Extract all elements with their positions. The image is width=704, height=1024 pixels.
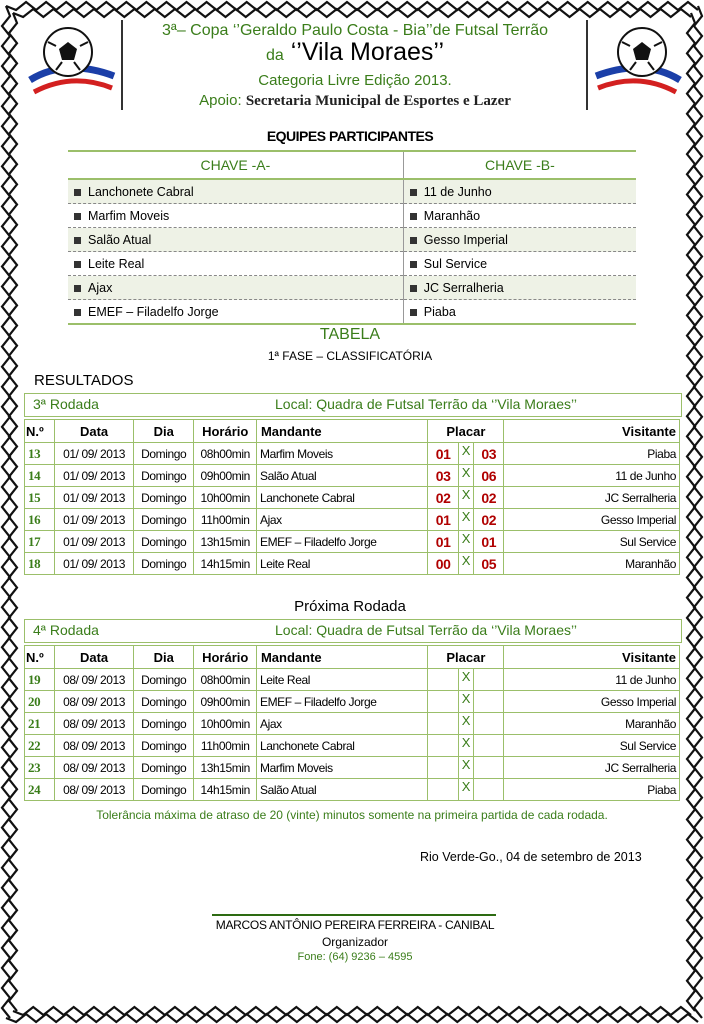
square-bullet-icon — [74, 213, 81, 220]
away-team: JC Serralheria — [504, 757, 680, 779]
team-row — [68, 179, 636, 204]
match-date: 08/ 09/ 2013 — [55, 779, 134, 801]
away-team: Piaba — [504, 443, 680, 465]
square-bullet-icon — [410, 285, 417, 292]
away-score: 02 — [474, 509, 504, 531]
match-time: 10h00min — [194, 713, 257, 735]
match-number: 22 — [25, 735, 55, 757]
versus-mark: X — [458, 443, 473, 465]
organizer-role: Organizador — [321, 935, 389, 949]
group-a-header: CHAVE -A- — [68, 151, 403, 179]
versus-mark: X — [458, 757, 473, 779]
square-bullet-icon — [410, 189, 417, 196]
match-row — [25, 509, 680, 531]
match-day: Domingo — [133, 779, 194, 801]
cup-location: da ‘’Vila Moraes’’ — [265, 38, 445, 66]
signature-line — [212, 914, 496, 916]
away-score — [474, 757, 504, 779]
home-team: Ajax — [256, 509, 427, 531]
away-team: 11 de Junho — [504, 669, 680, 691]
home-team: EMEF – Filadelfo Jorge — [256, 531, 427, 553]
teams-title: EQUIPES PARTICIPANTES — [266, 128, 434, 144]
match-time: 08h00min — [194, 669, 257, 691]
home-score: 00 — [428, 553, 458, 575]
match-date: 08/ 09/ 2013 — [55, 691, 134, 713]
team-name: JC Serralheria — [423, 280, 504, 295]
match-row — [25, 691, 680, 713]
cup-title: 3ª– Copa ‘’Geraldo Paulo Costa - Bia’’de Futsal Terrão — [162, 22, 548, 39]
match-row — [25, 553, 680, 575]
home-score: 02 — [428, 487, 458, 509]
team-name: Sul Service — [423, 256, 488, 271]
away-score: 02 — [474, 487, 504, 509]
versus-mark: X — [458, 669, 473, 691]
soccer-ball-logo-icon — [26, 18, 118, 106]
team-row — [68, 228, 636, 252]
team-row — [68, 252, 636, 276]
away-score — [474, 713, 504, 735]
match-number: 19 — [25, 669, 55, 691]
away-team: Gesso Imperial — [504, 509, 680, 531]
away-score — [474, 735, 504, 757]
match-time: 14h15min — [194, 779, 257, 801]
home-score — [428, 669, 458, 691]
versus-mark: X — [458, 465, 473, 487]
match-time: 10h00min — [194, 487, 257, 509]
match-day: Domingo — [133, 757, 194, 779]
away-score — [474, 669, 504, 691]
home-score: 01 — [428, 443, 458, 465]
team-name: Leite Real — [88, 256, 145, 271]
match-day: Domingo — [133, 691, 194, 713]
col-time: Horário — [194, 646, 257, 669]
away-team: JC Serralheria — [504, 487, 680, 509]
match-day: Domingo — [133, 531, 194, 553]
home-score: 01 — [428, 509, 458, 531]
organizer-phone: Fone: (64) 9236 – 4595 — [297, 951, 413, 963]
match-number: 21 — [25, 713, 55, 735]
match-time: 13h15min — [194, 757, 257, 779]
team-name: Lanchonete Cabral — [88, 184, 194, 199]
round4-table — [24, 645, 680, 801]
match-row — [25, 487, 680, 509]
match-day: Domingo — [133, 669, 194, 691]
cup-category: Categoria Livre Edição 2013. — [258, 72, 452, 89]
match-row — [25, 531, 680, 553]
phase-title: 1ª FASE – CLASSIFICATÓRIA — [267, 349, 433, 363]
home-team: EMEF – Filadelfo Jorge — [256, 691, 427, 713]
square-bullet-icon — [410, 309, 417, 316]
match-time: 08h00min — [194, 443, 257, 465]
team-cell — [68, 179, 403, 204]
match-number: 17 — [25, 531, 55, 553]
square-bullet-icon — [410, 261, 417, 268]
versus-mark: X — [458, 691, 473, 713]
team-name: EMEF – Filadelfo Jorge — [88, 304, 219, 319]
team-name: Marfim Moveis — [88, 208, 170, 223]
home-score — [428, 757, 458, 779]
col-away: Visitante — [504, 646, 680, 669]
team-cell — [68, 300, 403, 325]
team-cell — [68, 252, 403, 276]
away-score: 01 — [474, 531, 504, 553]
soccer-ball-logo-icon — [592, 18, 684, 106]
home-score — [428, 691, 458, 713]
square-bullet-icon — [410, 213, 417, 220]
team-cell — [68, 204, 403, 228]
away-team: Piaba — [504, 779, 680, 801]
team-name: Gesso Imperial — [423, 232, 508, 247]
col-day: Dia — [133, 420, 194, 443]
match-time: 09h00min — [194, 691, 257, 713]
match-date: 08/ 09/ 2013 — [55, 735, 134, 757]
match-date: 08/ 09/ 2013 — [55, 669, 134, 691]
square-bullet-icon — [410, 237, 417, 244]
col-num: N.º — [25, 420, 55, 443]
versus-mark: X — [458, 509, 473, 531]
team-name: Piaba — [423, 304, 456, 319]
team-name: 11 de Junho — [423, 184, 492, 199]
match-date: 08/ 09/ 2013 — [55, 713, 134, 735]
home-team: Salão Atual — [256, 465, 427, 487]
match-row — [25, 735, 680, 757]
team-cell — [68, 276, 403, 300]
col-score: Placar — [428, 646, 504, 669]
match-day: Domingo — [133, 509, 194, 531]
square-bullet-icon — [74, 237, 81, 244]
place-date: Rio Verde-Go., 04 de setembro de 2013 — [420, 850, 642, 864]
team-cell — [403, 228, 636, 252]
away-score — [474, 691, 504, 713]
team-name: Maranhão — [423, 208, 481, 223]
match-row — [25, 669, 680, 691]
match-row — [25, 779, 680, 801]
match-row — [25, 465, 680, 487]
match-date: 08/ 09/ 2013 — [55, 757, 134, 779]
match-number: 15 — [25, 487, 55, 509]
round3-header: 3ª Rodada Local: Quadra de Futsal Terrão da ‘’Vila Moraes’’ — [24, 393, 682, 417]
team-cell — [68, 228, 403, 252]
away-team: Sul Service — [504, 735, 680, 757]
col-date: Data — [55, 420, 134, 443]
organizer-name: MARCOS ANTÔNIO PEREIRA FERREIRA - CANIBAL — [215, 918, 495, 932]
match-time: 14h15min — [194, 553, 257, 575]
team-cell — [403, 300, 636, 325]
home-team: Leite Real — [256, 669, 427, 691]
match-time: 11h00min — [194, 735, 257, 757]
versus-mark: X — [458, 487, 473, 509]
home-team: Marfim Moveis — [256, 443, 427, 465]
home-score: 01 — [428, 531, 458, 553]
versus-mark: X — [458, 713, 473, 735]
tabela-title: TABELA — [319, 326, 381, 343]
col-day: Dia — [133, 646, 194, 669]
square-bullet-icon — [74, 189, 81, 196]
match-number: 14 — [25, 465, 55, 487]
home-score: 03 — [428, 465, 458, 487]
team-cell — [403, 252, 636, 276]
home-team: Marfim Moveis — [256, 757, 427, 779]
col-num: N.º — [25, 646, 55, 669]
square-bullet-icon — [74, 261, 81, 268]
next-round-title: Próxima Rodada — [294, 598, 406, 615]
match-time: 11h00min — [194, 509, 257, 531]
match-day: Domingo — [133, 735, 194, 757]
home-score — [428, 735, 458, 757]
match-day: Domingo — [133, 487, 194, 509]
match-row — [25, 757, 680, 779]
match-date: 01/ 09/ 2013 — [55, 465, 134, 487]
col-away: Visitante — [504, 420, 680, 443]
match-row — [25, 713, 680, 735]
match-number: 23 — [25, 757, 55, 779]
match-date: 01/ 09/ 2013 — [55, 509, 134, 531]
match-number: 13 — [25, 443, 55, 465]
match-number: 24 — [25, 779, 55, 801]
away-score: 03 — [474, 443, 504, 465]
square-bullet-icon — [74, 285, 81, 292]
away-score — [474, 779, 504, 801]
home-team: Salão Atual — [256, 779, 427, 801]
away-score: 06 — [474, 465, 504, 487]
home-score — [428, 713, 458, 735]
team-cell — [403, 204, 636, 228]
home-team: Lanchonete Cabral — [256, 735, 427, 757]
match-date: 01/ 09/ 2013 — [55, 531, 134, 553]
col-home: Mandante — [256, 646, 427, 669]
col-time: Horário — [194, 420, 257, 443]
match-row — [25, 443, 680, 465]
round3-table — [24, 419, 680, 575]
match-number: 16 — [25, 509, 55, 531]
match-number: 20 — [25, 691, 55, 713]
away-team: Maranhão — [504, 713, 680, 735]
col-date: Data — [55, 646, 134, 669]
versus-mark: X — [458, 531, 473, 553]
home-team: Ajax — [256, 713, 427, 735]
match-date: 01/ 09/ 2013 — [55, 487, 134, 509]
match-day: Domingo — [133, 553, 194, 575]
team-name: Salão Atual — [88, 232, 152, 247]
match-date: 01/ 09/ 2013 — [55, 553, 134, 575]
match-day: Domingo — [133, 443, 194, 465]
tolerance-note: Tolerância máxima de atraso de 20 (vinte) minutos somente na primeira partida de cada rodada. — [96, 808, 608, 822]
team-cell — [403, 276, 636, 300]
round4-header: 4ª Rodada Local: Quadra de Futsal Terrão da ‘’Vila Moraes’’ — [24, 619, 682, 643]
group-b-header: CHAVE -B- — [403, 151, 636, 179]
away-team: Gesso Imperial — [504, 691, 680, 713]
col-score: Placar — [428, 420, 504, 443]
home-score — [428, 779, 458, 801]
versus-mark: X — [458, 553, 473, 575]
team-row — [68, 276, 636, 300]
match-number: 18 — [25, 553, 55, 575]
match-day: Domingo — [133, 465, 194, 487]
away-score: 05 — [474, 553, 504, 575]
match-time: 13h15min — [194, 531, 257, 553]
away-team: 11 de Junho — [504, 465, 680, 487]
team-row — [68, 204, 636, 228]
match-date: 01/ 09/ 2013 — [55, 443, 134, 465]
cup-support: Apoio: Secretaria Municipal de Esportes e Lazer — [199, 92, 511, 109]
teams-table — [68, 150, 636, 325]
versus-mark: X — [458, 735, 473, 757]
team-name: Ajax — [88, 280, 113, 295]
away-team: Maranhão — [504, 553, 680, 575]
versus-mark: X — [458, 779, 473, 801]
match-day: Domingo — [133, 713, 194, 735]
team-row — [68, 300, 636, 325]
results-title: RESULTADOS — [34, 372, 134, 389]
square-bullet-icon — [74, 309, 81, 316]
match-time: 09h00min — [194, 465, 257, 487]
team-cell — [403, 179, 636, 204]
home-team: Leite Real — [256, 553, 427, 575]
away-team: Sul Service — [504, 531, 680, 553]
home-team: Lanchonete Cabral — [256, 487, 427, 509]
col-home: Mandante — [256, 420, 427, 443]
